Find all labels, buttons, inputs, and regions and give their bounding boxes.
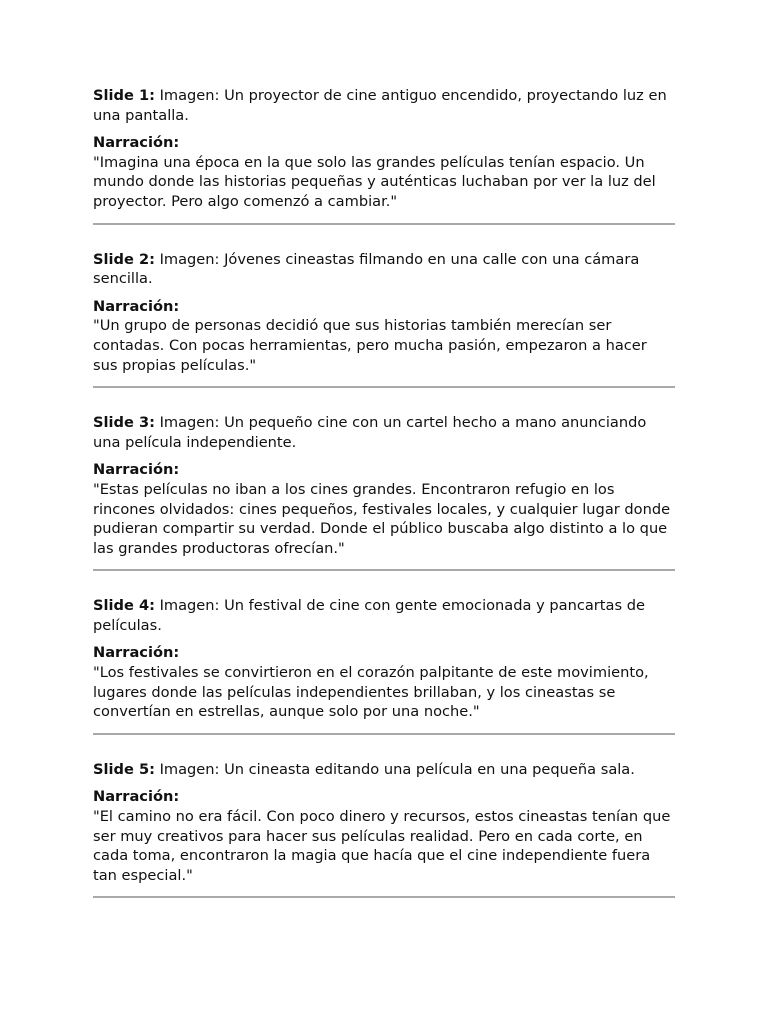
- slide-label: Slide 4:: [93, 597, 155, 615]
- slide-image-description: Imagen: Un cineasta editando una película en una pequeña sala.: [154, 760, 635, 778]
- slide-entry-3: [93, 413, 675, 571]
- narration-label: Narración:: [93, 788, 180, 806]
- narration-label: Narración:: [93, 644, 180, 662]
- slide-entry-1: [93, 86, 675, 225]
- slide-image-description: Imagen: Un pequeño cine con un cartel hecho a mano anunciando una película independiente.: [93, 414, 647, 451]
- slide-list: [93, 86, 675, 898]
- slide-label: Slide 1:: [93, 87, 155, 104]
- slide-heading: [93, 760, 675, 780]
- narration-text: "El camino no era fácil. Con poco dinero y recursos, estos cineastas tenían que ser muy creativos para hacer sus películas realidad. Pero en cada corte, en cada toma, encontraron la magia que hacía que el cine independiente fuera tan especial.": [93, 808, 671, 884]
- slide-image-description: Imagen: Un proyector de cine antiguo encendido, proyectando luz en una pantalla.: [93, 87, 667, 124]
- slide-entry-5: [93, 760, 675, 899]
- slide-label: Slide 2:: [93, 250, 155, 268]
- narration-label: Narración:: [93, 461, 180, 479]
- slide-heading: [93, 250, 675, 289]
- slide-divider: [93, 223, 675, 225]
- narration-text: "Los festivales se convirtieron en el corazón palpitante de este movimiento, lugares donde las películas independientes brillaban, y los cineastas se convertían en estrellas, aunque solo por una noche.": [93, 664, 649, 721]
- narration-label: Narración:: [93, 134, 180, 152]
- narration-text: "Un grupo de personas decidió que sus historias también merecían ser contadas. Con pocas herramientas, pero mucha pasión, empezaron a hacer sus propias películas.": [93, 317, 647, 374]
- slide-divider: [93, 569, 675, 571]
- narration-label: Narración:: [93, 297, 180, 315]
- slide-heading: [93, 413, 675, 452]
- slide-label: Slide 5:: [93, 760, 155, 778]
- slide-image-description: Imagen: Jóvenes cineastas filmando en una calle con una cámara sencilla.: [93, 250, 640, 288]
- slide-label: Slide 3:: [93, 414, 155, 432]
- slide-divider: [93, 733, 675, 735]
- slide-entry-2: [93, 250, 675, 389]
- slide-heading: [93, 596, 675, 635]
- narration-text: "Imagina una época en la que solo las grandes películas tenían espacio. Un mundo donde las historias pequeñas y auténticas luchaban por ver la luz del proyector. Pero algo comenzó a cambiar.": [93, 153, 656, 210]
- slide-heading: [93, 86, 675, 125]
- slide-entry-4: [93, 596, 675, 735]
- slide-image-description: Imagen: Un festival de cine con gente emocionada y pancartas de películas.: [93, 597, 645, 634]
- slide-divider: [93, 386, 675, 388]
- slide-divider: [93, 896, 675, 898]
- narration-text: "Estas películas no iban a los cines grandes. Encontraron refugio en los rincones olvidados: cines pequeños, festivales locales, y cualquier lugar donde pudieran compartir su verdad. Donde el público buscaba algo distinto a lo que las grandes productoras ofrecían.": [93, 480, 671, 557]
